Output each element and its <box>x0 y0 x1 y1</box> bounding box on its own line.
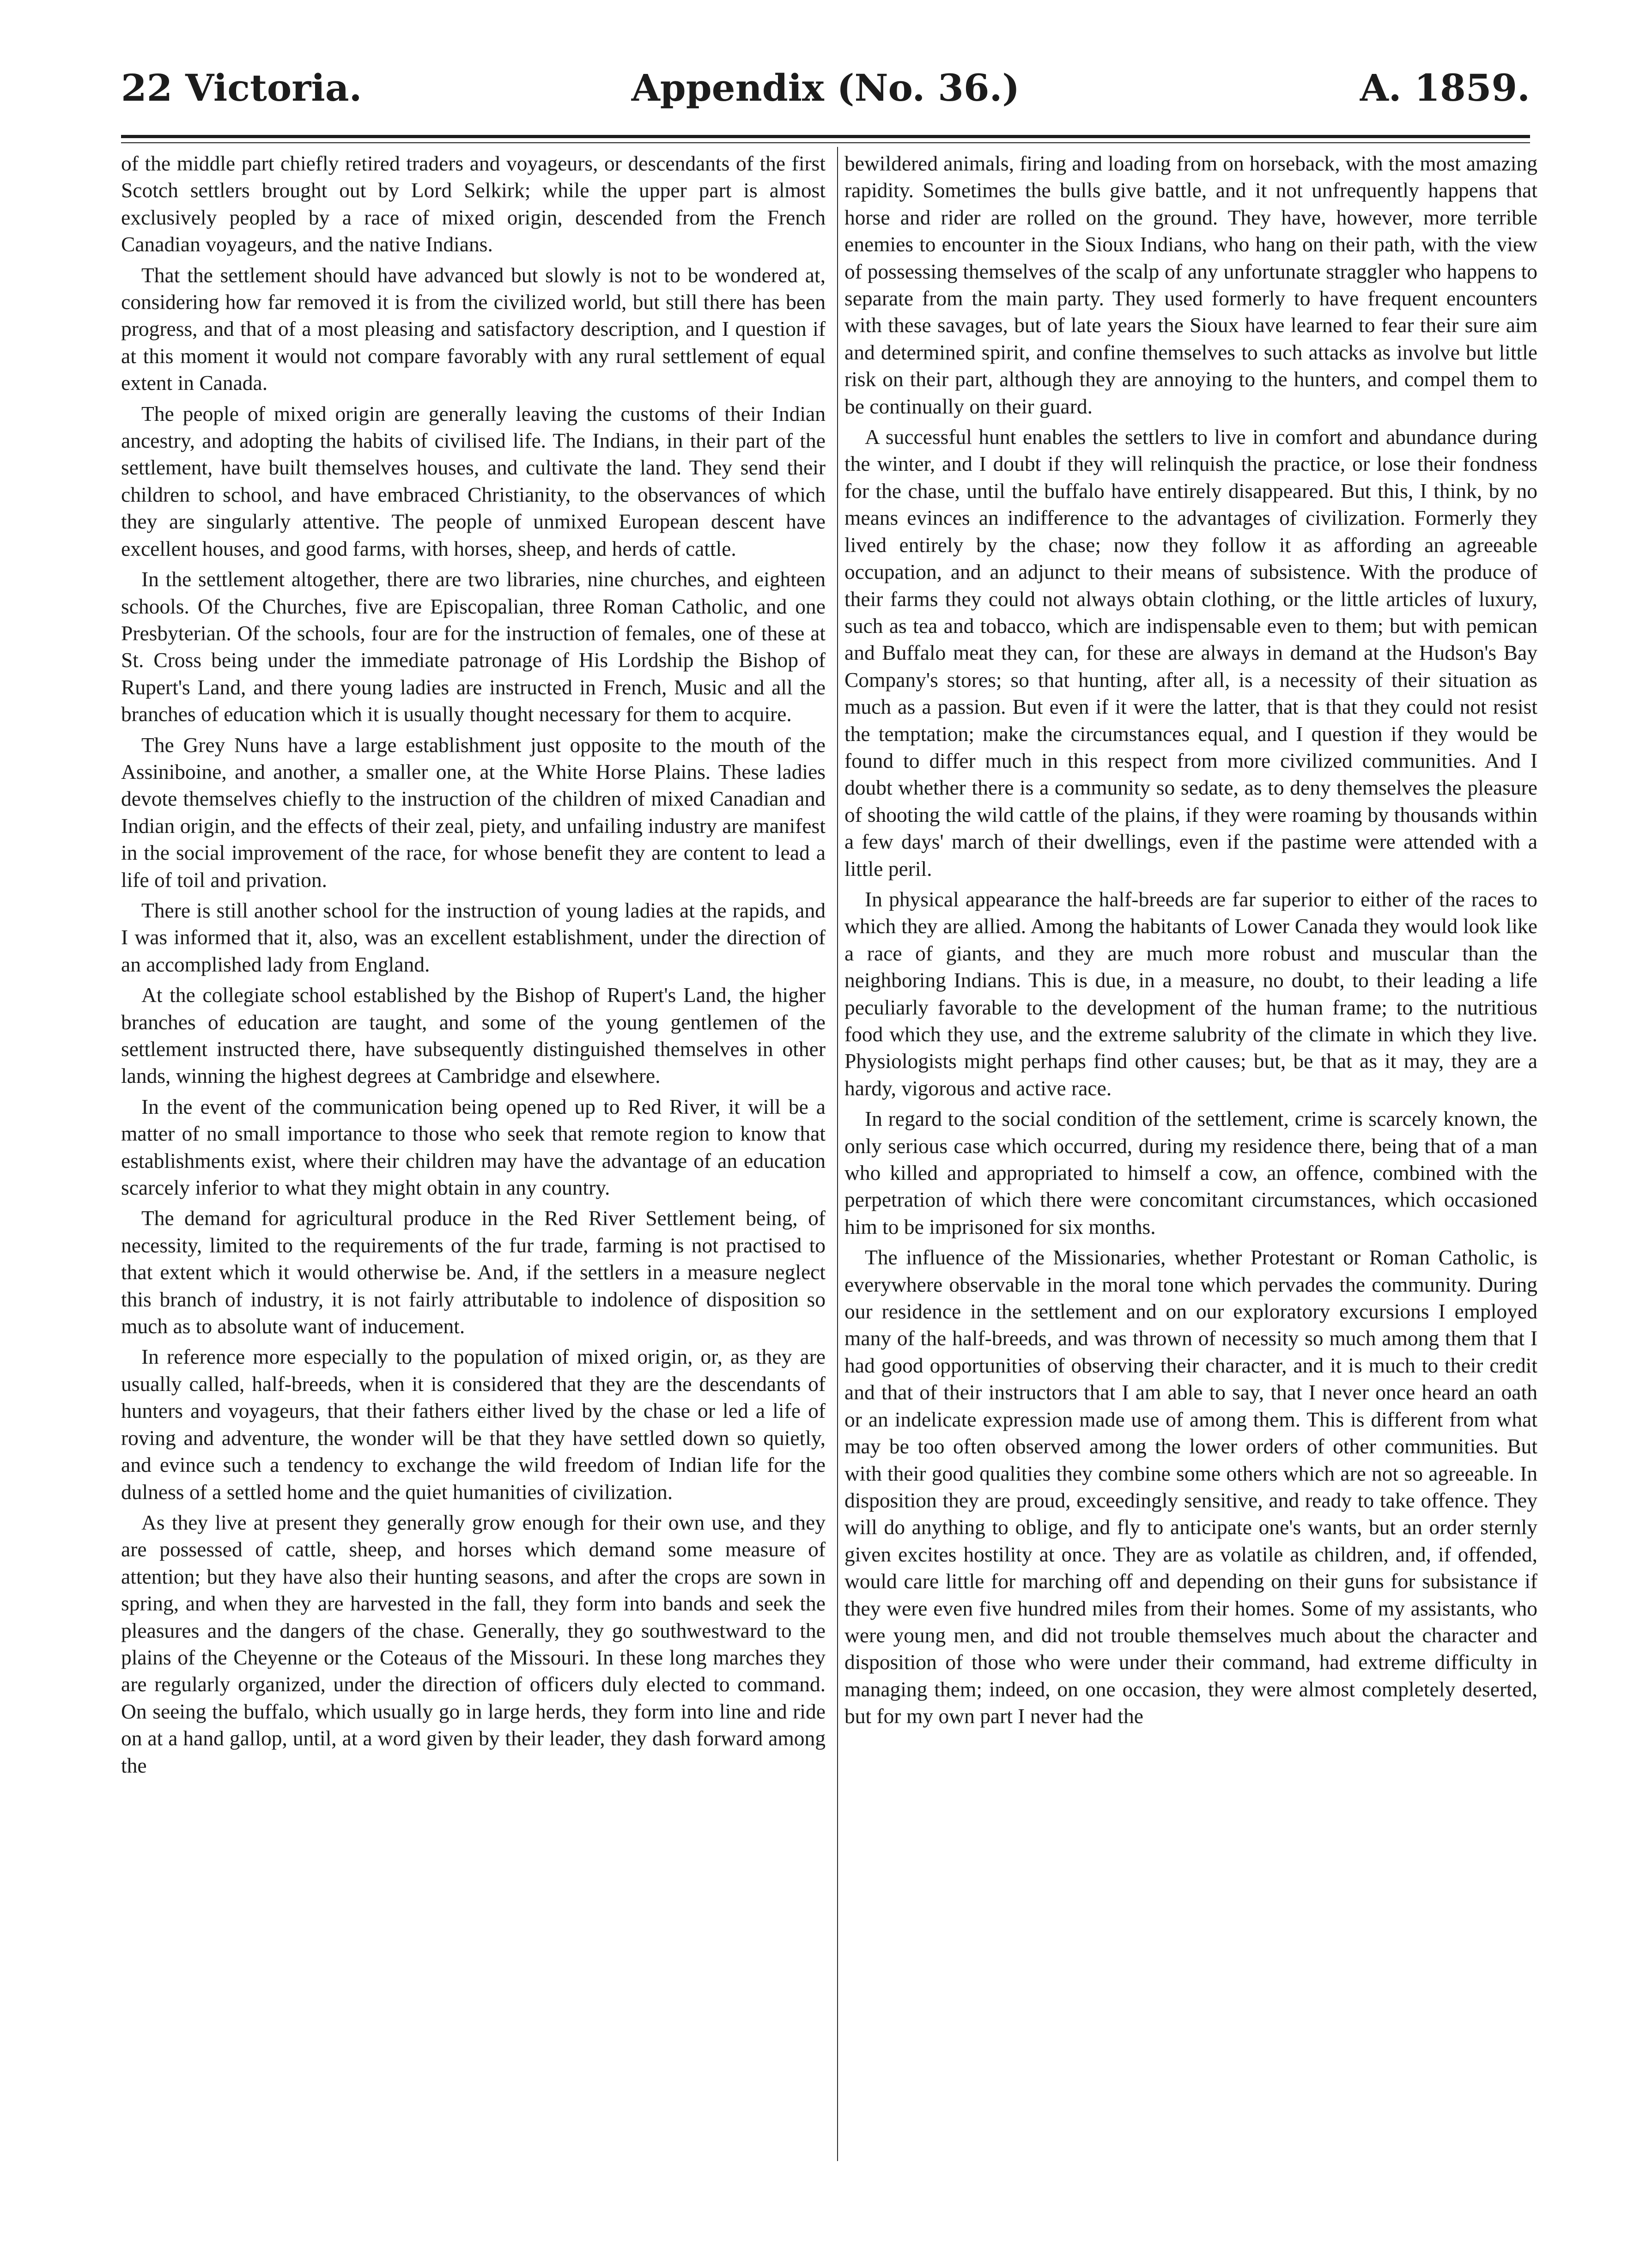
paragraph: bewildered animals, firing and loading from on horseback, with the most amazing rapidity. Sometimes the bulls give battle, and it not unfrequently happens that horse and rider are rolled on the ground. They have, however, more terrible enemies to encounter in the Sioux Indians, who hang on their path, with the view of possessing themselves of the scalp of any unfortunate straggler who happens to separate from the main party. They used formerly to have frequent encounters with these savages, but of late years the Sioux have learned to fear their sure aim and determined spirit, and confine themselves to such attacks as involve but little risk on their part, although they are annoying to the hunters, and compel them to be continually on their guard. <box>844 152 1537 418</box>
header-rule-thin <box>121 142 1530 143</box>
paragraph: In regard to the social condition of the settlement, crime is scarcely known, the only serious case which occurred, during my residence there, being that of a man who killed and appropriated to himself a cow, an offence, combined with the perpetration of which there were concomitant circumstances, which occasioned him to be imprisoned for six months. <box>844 1107 1537 1239</box>
header-rule-thick <box>121 135 1530 138</box>
right-column <box>844 150 1537 2169</box>
paragraph: The influence of the Missionaries, whether Protestant or Roman Catholic, is everywhere observable in the moral tone which pervades the community. During our residence in the settlement and on our exploratory excursions I employed many of the half-breeds, and was thrown of necessity so much among them that I had good opportunities of observing their character, and it is much to their credit and that of their instructors that I am able to say, that I never once heard an oath or an indelicate expression made use of among them. This is different from what may be too often observed among the lower orders of other communities. But with their good qualities they combine some others which are not so agreeable. In disposition they are proud, exceedingly sensitive, and ready to take offence. They will do anything to oblige, and fly to anticipate one's wants, but an order sternly given excites hostility at once. They are as volatile as children, and, if offended, would care little for marching off and depending on their guns for subsistance if they were even five hundred miles from their homes. Some of my assistants, who were young men, and did not trouble themselves much about the character and disposition of those who were under their command, had extreme difficulty in managing them; indeed, on one occasion, they were almost completely deserted, but for my own part I never had the <box>844 1245 1537 1728</box>
paragraph: A successful hunt enables the settlers to live in comfort and abundance during the winter, and I doubt if they will relinquish the practice, or lose their fondness for the chase, until the buffalo have entirely disappeared. But this, I think, by no means evinces an indifference to the advantages of civilization. Formerly they lived entirely by the chase; now they follow it as affording an agreeable occupation, and an adjunct to their means of subsistence. With the produce of their farms they could not always obtain clothing, or the little articles of luxury, such as tea and tobacco, which are indispensable even to them; but with pemican and Buffalo meat they can, for these are always in demand at the Hudson's Bay Company's stores; so that hunting, after all, is a necessity of their situation as much as a passion. But even if it were the latter, that is that they could not resist the temptation; make the circumstances equal, and I question if they would be found to differ much in this respect from more civilized communities. And I doubt whether there is a community so sedate, as to deny themselves the pleasure of shooting the wild cattle of the plains, if they were roaming by thousands within a few days' march of their dwellings, even if the pastime were attended with a little peril. <box>844 425 1537 881</box>
paragraph: In physical appearance the half-breeds are far superior to either of the races to which they are allied. Among the habitants of Lower Canada they would look like a race of giants, and they are much more robust and muscular than the neighboring Indians. This is due, in a measure, no doubt, to their leading a life peculiarly favorable to the development of the human frame; to the nutritious food which they use, and the extreme salubrity of the climate in which they live. Physiologists might perhaps find other causes; but, be that as it may, they are a hardy, vigorous and active race. <box>844 887 1537 1100</box>
paragraph: In the settlement altogether, there are two libraries, nine churches, and eighteen schools. Of the Churches, five are Episcopalian, three Roman Catholic, and one Presbyterian. Of the schools, four are for the instruction of females, one of these at St. Cross being under the immediate patronage of His Lordship the Bishop of Rupert's Land, and there young ladies are instructed in French, Music and all the branches of education which it is usually thought necessary for them to acquire. <box>121 567 826 726</box>
paragraph: The demand for agricultural produce in the Red River Settlement being, of necessity, limited to the requirements of the fur trade, farming is not practised to that extent which it would otherwise be. And, if the settlers in a measure neglect this branch of industry, it is not fairly attributable to indolence of disposition so much as to absolute want of inducement. <box>121 1206 826 1338</box>
header-session: 22 Victoria. <box>121 66 362 109</box>
header-appendix: Appendix (No. 36.) <box>631 66 1020 109</box>
paragraph: In reference more especially to the population of mixed origin, or, as they are usually called, half-breeds, when it is considered that they are the descendants of hunters and voyageurs, that their fathers either lived by the chase or led a life of roving and adventure, the wonder will be that they have settled down so quietly, and evince such a tendency to exchange the wild freedom of Indian life for the dulness of a settled home and the quiet humanities of civilization. <box>121 1345 826 1504</box>
header-year: A. 1859. <box>1360 66 1530 109</box>
paragraph: There is still another school for the instruction of young ladies at the rapids, and I was informed that it, also, was an excellent establishment, under the direction of an accomplished lady from England. <box>121 898 826 976</box>
paragraph: The people of mixed origin are generally leaving the customs of their Indian ancestry, and adopting the habits of civilised life. The Indians, in their part of the settlement, have built themselves houses, and cultivate the land. They send their children to school, and have embraced Christianity, to the observances of which they are singularly attentive. The people of unmixed European descent have excellent houses, and good farms, with horses, sheep, and herds of cattle. <box>121 401 826 560</box>
paragraph: In the event of the communication being opened up to Red River, it will be a matter of no small importance to those who seek that remote region to know that establishments exist, where their children may have the advantage of an education scarcely inferior to what they might obtain in any country. <box>121 1094 826 1200</box>
left-column <box>121 150 826 2169</box>
paragraph: The Grey Nuns have a large establishment just opposite to the mouth of the Assiniboine, and another, a smaller one, at the White Horse Plains. These ladies devote themselves chiefly to the instruction of the children of mixed Canadian and Indian origin, and the effects of their zeal, piety, and unfailing industry are manifest in the social improvement of the race, for whose benefit they are content to lead a life of toil and privation. <box>121 733 826 892</box>
paragraph: As they live at present they generally grow enough for their own use, and they are possessed of cattle, sheep, and horses which demand some measure of attention; but they have also their hunting seasons, and after the crops are sown in spring, and when they are harvested in the fall, they form into bands and seek the pleasures and the dangers of the chase. Generally, they go southwestward to the plains of the Cheyenne or the Coteaus of the Missouri. In these long marches they are regularly organized, under the direction of officers duly elected to command. On seeing the buffalo, which usually go in large herds, they form into line and ride on at a hand gallop, until, at a word given by their leader, they dash forward among the <box>121 1510 826 1777</box>
paragraph: That the settlement should have advanced but slowly is not to be wondered at, considering how far removed it is from the civilized world, but still there has been progress, and that of a most pleasing and satisfactory description, and I question if at this moment it would not compare favorably with any rural settlement of equal extent in Canada. <box>121 263 826 395</box>
page-header <box>121 55 1530 120</box>
paragraph: of the middle part chiefly retired traders and voyageurs, or descendants of the first Scotch settlers brought out by Lord Selkirk; while the upper part is almost exclusively peopled by a race of mixed origin, descended from the French Canadian voyageurs, and the native Indians. <box>121 152 826 256</box>
paragraph: At the collegiate school established by the Bishop of Rupert's Land, the higher branches of education are taught, and some of the young gentlemen of the settlement instructed there, have subsequently distinguished themselves in other lands, winning the highest degrees at Cambridge and elsewhere. <box>121 983 826 1088</box>
column-divider <box>837 147 838 2161</box>
